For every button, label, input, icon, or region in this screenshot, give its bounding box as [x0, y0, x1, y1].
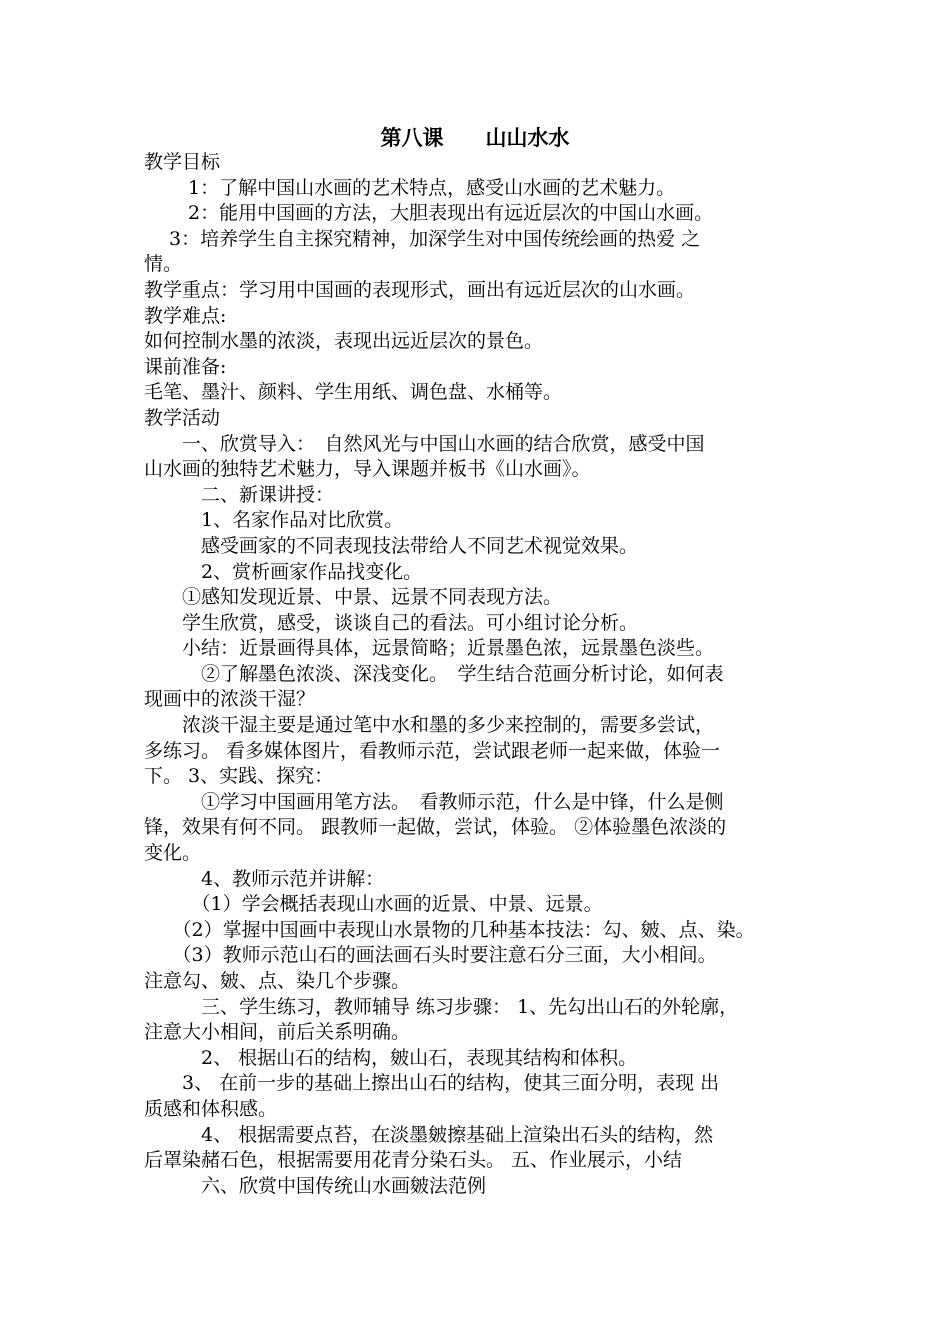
text-line: 注意大小相间，前后关系明确。: [144, 1021, 411, 1044]
text-line: 后罩染赭石色，根据需要用花青分染石头。 五、作业展示，小结: [144, 1149, 683, 1172]
text-line: 教学难点:: [144, 304, 227, 327]
text-line: 1、名家作品对比欣赏。: [144, 509, 404, 532]
text-line: 质感和体积感。: [144, 1097, 278, 1120]
text-line: 如何控制水墨的浓淡，表现出远近层次的景色。: [144, 330, 544, 353]
text-line: （2）掌握中国画中表现山水景物的几种基本技法：勾、皴、点、染。: [144, 918, 755, 941]
text-line: 4、教师示范并讲解：: [144, 867, 385, 890]
text-line: 毛笔、墨汁、颜料、学生用纸、调色盘、水桶等。: [144, 381, 563, 404]
text-line: （3）教师示范山石的画法画石头时要注意石分三面，大小相间。: [144, 944, 717, 967]
lesson-title: 第八课 山山水水: [380, 125, 570, 150]
text-line: 教学目标: [144, 151, 221, 173]
text-line: 3、 在前一步的基础上擦出山石的结构，使其三面分明，表现 出: [144, 1072, 720, 1095]
text-line: 课前准备:: [144, 355, 227, 378]
text-line: 下。 3、实践、探究：: [144, 765, 334, 788]
text-line: 小结：近景画得具体，远景简略；近景墨色浓，远景墨色淡些。: [144, 637, 715, 660]
text-line: 教学重点：学习用中国画的表现形式，画出有远近层次的山水画。: [144, 278, 696, 301]
text-line: 浓淡干湿主要是通过笔中水和墨的多少来控制的，需要多尝试，: [144, 714, 715, 737]
text-line: 山水画的独特艺术魅力，导入课题并板书《山水画》。: [144, 458, 591, 481]
text-line: 三、学生练习，教师辅导 练习步骤： 1、先勾出山石的外轮廓，: [144, 995, 739, 1018]
text-line: ②了解墨色浓淡、深浅变化。 学生结合范画分析讨论，如何表: [144, 662, 724, 685]
text-line: 教学活动: [144, 406, 221, 429]
text-line: 变化。: [144, 842, 202, 865]
text-line: 多练习。 看多媒体图片，看教师示范，尝试跟老师一起来做，体验一: [144, 739, 721, 762]
text-line: 2、 根据山石的结构，皴山石，表现其结构和体积。: [144, 1046, 638, 1069]
text-line: 注意勾、皴、点、染几个步骤。: [144, 970, 411, 992]
text-line: 现画中的浓淡干湿？: [144, 688, 316, 711]
text-line: 二、新课讲授：: [144, 483, 335, 506]
text-line: 六、欣赏中国传统山水画皴法范例: [144, 1174, 487, 1197]
text-line: 3：培养学生自主探究精神，加深学生对中国传统绘画的热爱 之: [144, 227, 701, 250]
lesson-body: [144, 150, 812, 1199]
text-line: 学生欣赏，感受，谈谈自己的看法。可小组讨论分析。: [144, 611, 639, 634]
text-line: ①学习中国画用笔方法。 看教师示范，什么是中锋，什么是侧: [144, 790, 724, 813]
text-line: 感受画家的不同表现技法带给人不同艺术视觉效果。: [144, 534, 639, 557]
text-line: 一、欣赏导入： 自然风光与中国山水画的结合欣赏，感受中国: [144, 432, 705, 455]
text-line: 2：能用中国画的方法，大胆表现出有远近层次的中国山水画。: [144, 202, 714, 225]
text-line: （1）学会概括表现山水画的近景、中景、远景。: [144, 893, 603, 916]
text-line: 4、 根据需要点苔，在淡墨皴擦基础上渲染出石头的结构，然: [144, 1123, 714, 1146]
text-line: 情。: [144, 253, 183, 276]
text-line: 锋，效果有何不同。 跟教师一起做，尝试，体验。 ②体验墨色浓淡的: [144, 816, 727, 839]
text-line: ①感知发现近景、中景、远景不同表现方法。: [144, 586, 563, 609]
text-line: 1：了解中国山水画的艺术特点，感受山水画的艺术魅力。: [144, 176, 676, 199]
text-line: 2、赏析画家作品找变化。: [144, 560, 423, 583]
